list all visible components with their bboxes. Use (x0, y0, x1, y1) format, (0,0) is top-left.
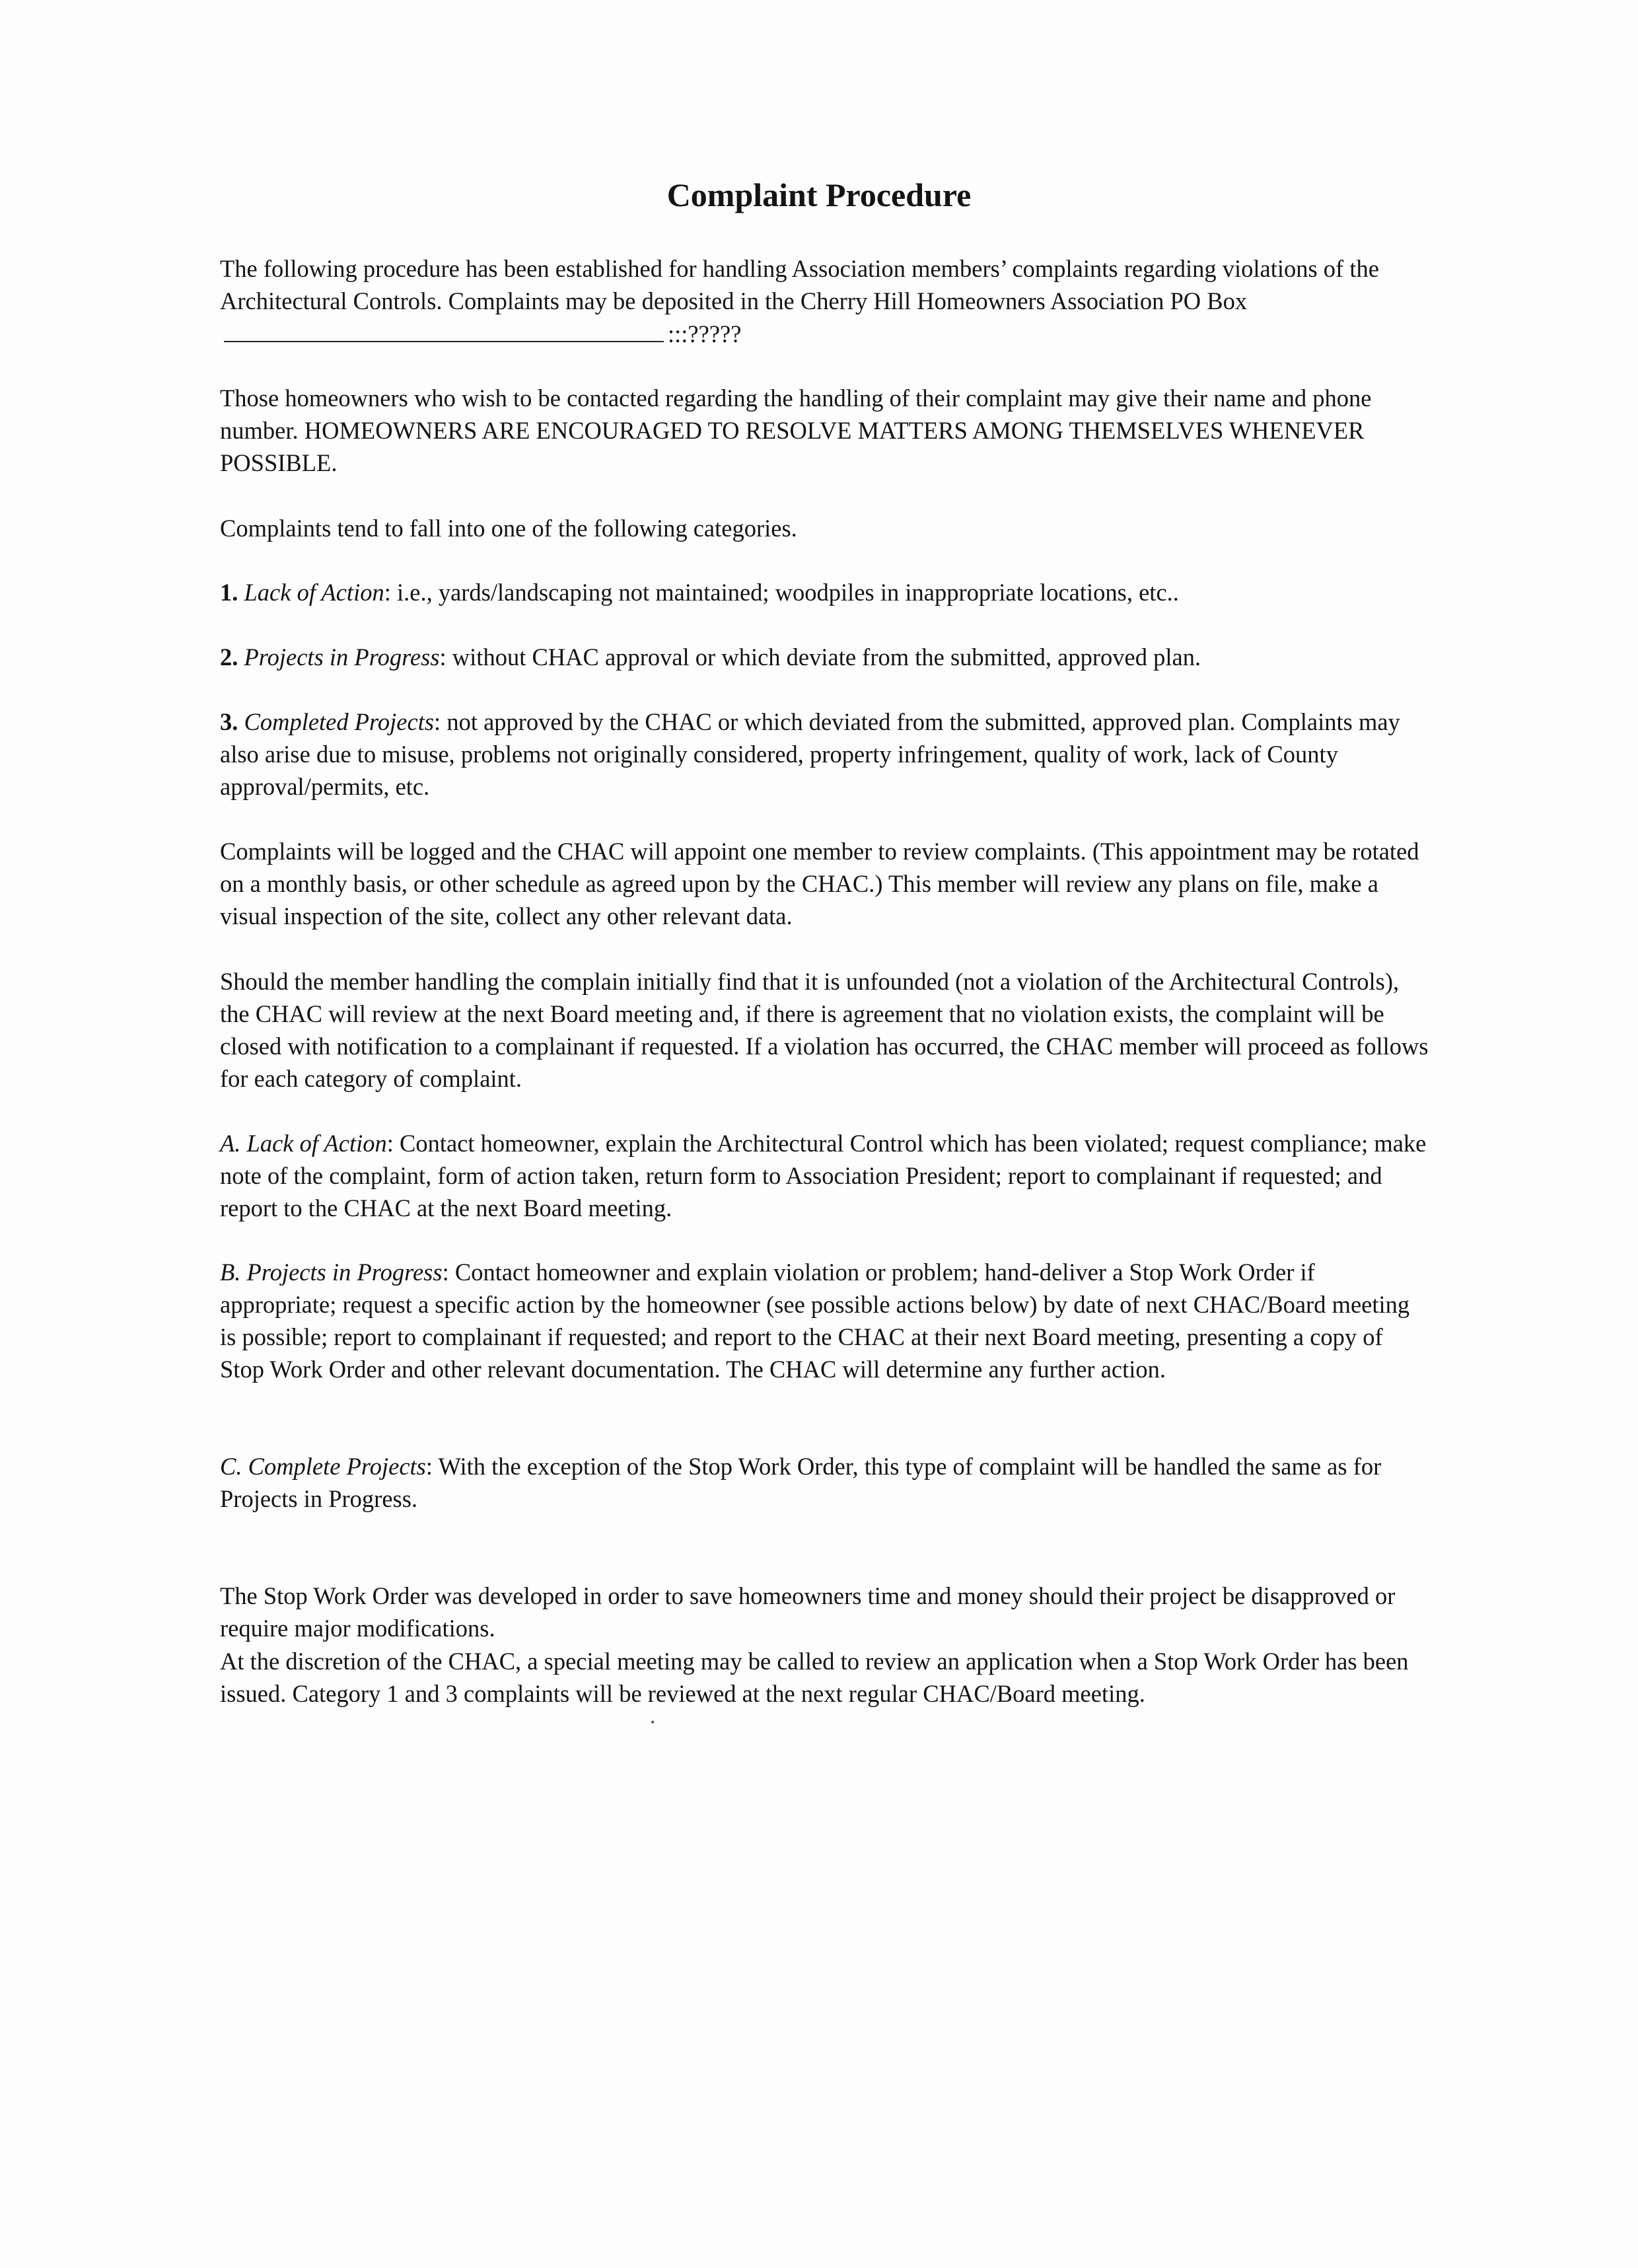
intro-suffix: :::????? (668, 320, 742, 348)
categories-intro (220, 512, 1429, 544)
action-item (220, 1450, 1429, 1515)
contact-text: Those homeowners who wish to be contacted regarding the handling of their complaint may give their name and phone number. HOMEOWNERS ARE ENCOURAGED TO RESOLVE MATTERS AMONG THEMSELVES WHENEVER POSSIBLE. (220, 384, 1372, 476)
page-title: Complaint Procedure (666, 176, 972, 213)
stop-work-text: The Stop Work Order was developed in order to save homeowners time and money should their project be disapproved or require major modifications. (220, 1582, 1396, 1642)
action-text: : With the exception of the Stop Work Order, this type of complaint will be handled the same as for Projects in Progress. (220, 1453, 1382, 1512)
logging-text: Complaints will be logged and the CHAC will appoint one member to review complaints. (This appointment may be rotated on a monthly basis, or other schedule as agreed upon by the CHAC.) This member will review any plans on file, make a visual inspection of the site, collect any other relevant data. (220, 838, 1419, 930)
category-label: Completed Projects (244, 708, 435, 735)
category-text: : i.e., yards/landscaping not maintained; woodpiles in inappropriate locations, etc.. (384, 579, 1179, 606)
contact-paragraph (220, 382, 1429, 479)
po-box-blank-line (224, 317, 664, 342)
categories-intro-text: Complaints tend to fall into one of the following categories. (220, 515, 797, 542)
category-label: Lack of Action (244, 579, 384, 606)
category-number: 2. (220, 643, 238, 671)
action-item (220, 1127, 1429, 1224)
category-item (220, 706, 1429, 803)
stop-work-paragraph (220, 1580, 1429, 1644)
category-item (220, 576, 1429, 608)
intro-paragraph (220, 252, 1429, 350)
scan-speck: • (651, 1716, 655, 1729)
intro-text: The following procedure has been established for handling Association members’ complaints regarding violations of the Architectural Controls. Complaints may be deposited in the Cherry Hill Homeowners Association PO Box (220, 255, 1379, 314)
action-label: B. Projects in Progress (220, 1259, 443, 1286)
category-text: : not approved by the CHAC or which deviated from the submitted, approved plan. Complaints may also arise due to misuse, problems not originally considered, property infringement, quality of work, lack of County approval/permits, etc. (220, 708, 1400, 800)
action-label: A. Lack of Action (220, 1130, 387, 1157)
action-item (220, 1256, 1429, 1385)
logging-paragraph (220, 835, 1429, 932)
discretion-paragraph (220, 1645, 1429, 1710)
unfounded-text: Should the member handling the complain initially find that it is unfounded (not a violation of the Architectural Controls), the CHAC will review at the next Board meeting and, if there is agreement that no violation exists, the complaint will be closed with notification to a complainant if requested. If a violation has occurred, the CHAC member will proceed as follows for each category of complaint. (220, 968, 1429, 1092)
discretion-text: At the discretion of the CHAC, a special meeting may be called to review an application when a Stop Work Order has been issued. Category 1 and 3 complaints will be reviewed at the next regular CHAC/Board meeting. (220, 1648, 1409, 1707)
category-number: 3. (220, 708, 238, 735)
action-text: : Contact homeowner and explain violation or problem; hand-deliver a Stop Work Order if appropriate; request a specific action by the homeowner (see possible actions below) by date of next CHAC/Board meeting is possible; report to complainant if requested; and report to the CHAC at their next Board meeting, presenting a copy of Stop Work Order and other relevant documentation. The CHAC will determine any further action. (220, 1259, 1410, 1383)
category-text: : without CHAC approval or which deviate from the submitted, approved plan. (439, 643, 1201, 671)
category-number: 1. (220, 579, 238, 606)
category-label: Projects in Progress (244, 643, 440, 671)
category-item (220, 641, 1429, 673)
action-label: C. Complete Projects (220, 1453, 426, 1480)
action-text: : Contact homeowner, explain the Architectural Control which has been violated; request compliance; make note of the complaint, form of action taken, return form to Association President; report to complainant if requested; and report to the CHAC at the next Board meeting. (220, 1130, 1427, 1222)
unfounded-paragraph (220, 965, 1429, 1095)
